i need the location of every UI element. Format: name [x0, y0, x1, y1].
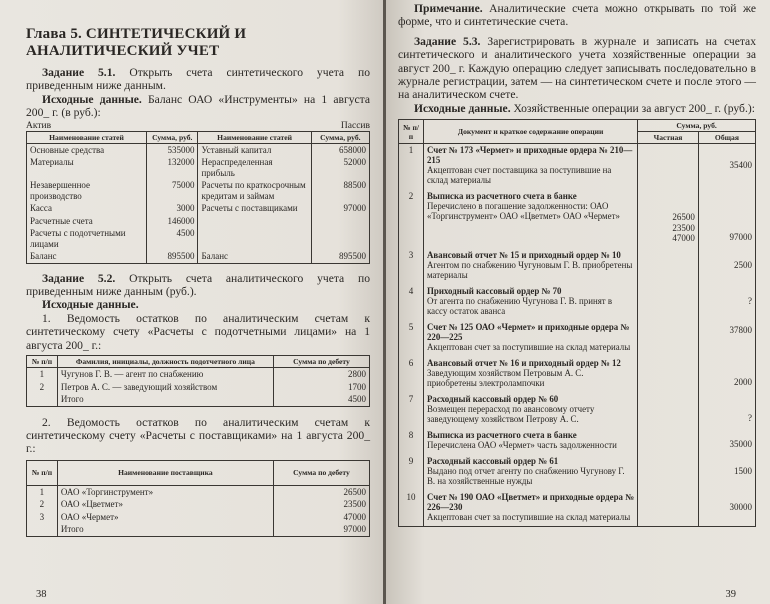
- advance-holders-table: [26, 355, 370, 407]
- balance-sides: [26, 121, 370, 131]
- task-5-3-label: Задание 5.3.: [414, 34, 481, 48]
- table-total-row: Итого 4500: [27, 393, 370, 406]
- balance-header: Сумма, руб.: [311, 131, 369, 143]
- table-header-row: Частная Общая: [399, 132, 756, 144]
- balance-table: [26, 131, 370, 264]
- table-row: Расчетные счета 146000: [27, 215, 370, 228]
- source-data-1: Исходные данные. Баланс ОАО «Инструменты» на 1 августа 200_ г. (в руб.):: [26, 92, 371, 120]
- note-text: Примечание. Аналитические счета можно открывать по той же форме, что и синтетические счета.: [398, 2, 756, 29]
- table-header-row: № п/п Документ и краткое содержание операции Сумма, руб.: [399, 120, 756, 132]
- operation-row: 8 Выписка из расчетного счета в банке Перечислена ОАО «Чермет» часть задолженности 35000: [399, 425, 756, 451]
- suppliers-table: [26, 460, 370, 537]
- operation-row: 2 Выписка из расчетного счета в банке Перечислено в погашение задолженности: ОАО «Торгинструмент» ОАО «Цветмет» ОАО «Чермет» 26500 23500 47000 97000: [399, 186, 756, 245]
- table-row: Основные средства 535000 Уставный капитал 658000: [27, 143, 370, 156]
- operation-row: 10 Счет № 190 ОАО «Цветмет» и приходные ордера № 226—230 Акцептован счет за поступившие на склад материалы 30000: [399, 487, 756, 527]
- operation-row: 3 Авансовый отчет № 15 и приходный ордер № 10 Агентом по снабжению Чугуновым Г. В. приобретены материалы 2500: [399, 245, 756, 281]
- task-5-1-label: Задание 5.1.: [42, 66, 116, 79]
- table-row: 2 Петров А. С. — заведующий хозяйством 1700: [27, 381, 370, 394]
- operation-row: 7 Расходный кассовый ордер № 60 Возмещен перерасход по авансовому отчету заведующему хозяйством Петрову А. С. ?: [399, 389, 756, 425]
- right-page: [386, 0, 770, 604]
- table-row: 2 ОАО «Цветмет» 23500: [27, 498, 370, 511]
- table-row: 1 ОАО «Торгинструмент» 26500: [27, 485, 370, 498]
- page-number-left: 38: [36, 589, 47, 600]
- balance-header: Наименование статей: [198, 131, 311, 143]
- table-row: Касса 3000 Расчеты с поставщиками 97000: [27, 202, 370, 215]
- table-row: Незавершенное производство 75000 Расчеты по краткосрочным кредитам и займам 88500: [27, 179, 370, 202]
- aktiv-label: Актив: [26, 120, 52, 131]
- task-5-2-text: Задание 5.2. Открыть счета аналитического учета по приведенным ниже данным (руб.).: [26, 271, 370, 299]
- operation-row: 4 Приходный кассовый ордер № 70 От агента по снабжению Чугунова Г. В. принят в кассу остаток аванса ?: [399, 281, 756, 317]
- task-5-2-label: Задание 5.2.: [42, 271, 116, 285]
- table-row: 3 ОАО «Чермет» 47000: [27, 511, 370, 524]
- item-1-text: 1. Ведомость остатков по аналитическим счетам к синтетическому счету «Расчеты с подотчетными лицами» на 1 августа 200_ г.:: [26, 311, 370, 352]
- page-number-right: 39: [725, 589, 736, 600]
- item-2-text: 2. Ведомость остатков по аналитическим счетам к синтетическому счету «Расчеты с поставщиками» на 1 августа 200_ г.:: [26, 415, 370, 456]
- operation-row: 1 Счет № 173 «Чермет» и приходные ордера № 210—215 Акцептован счет поставщика за поступившие на склад материалы 35400: [399, 144, 756, 187]
- balance-header-row: [27, 131, 370, 143]
- source-data-2: Исходные данные.: [42, 298, 139, 312]
- table-row: Материалы 132000 Нераспределенная прибыль 52000: [27, 156, 370, 179]
- table-header-row: № п/п Наименование поставщика Сумма по дебету: [27, 460, 370, 485]
- left-page: [0, 0, 384, 604]
- note-label: Примечание.: [414, 2, 483, 15]
- operation-row: 6 Авансовый отчет № 16 и приходный ордер № 12 Заведующим хозяйством Петровым А. С. приобретены электролампочки 2000: [399, 353, 756, 389]
- table-header-row: № п/п Фамилия, инициалы, должность подотчетного лица Сумма по дебету: [27, 356, 370, 368]
- operations-table: [398, 119, 756, 527]
- balance-header: Наименование статей: [27, 131, 147, 143]
- source-data-3: Исходные данные. Хозяйственные операции за август 200_ г. (руб.):: [414, 101, 755, 115]
- balance-header: Сумма, руб.: [147, 131, 198, 143]
- chapter-title: Глава 5. СИНТЕТИЧЕСКИЙ И АНАЛИТИЧЕСКИЙ УЧЕТ: [26, 26, 247, 59]
- passiv-label: Пассив: [340, 120, 370, 131]
- table-row: Расчеты с подотчетными лицами 4500: [27, 227, 370, 250]
- table-total-row: Итого 97000: [27, 523, 370, 536]
- table-row: 1 Чугунов Г. В. — агент по снабжению 2800: [27, 368, 370, 381]
- task-5-1-text: Задание 5.1. Открыть счета синтетического учета по приведенным ниже данным.: [26, 66, 370, 93]
- operation-row: 5 Счет № 125 ОАО «Чермет» и приходные ордера № 220—225 Акцептован счет за поступившие на склад материалы 37800: [399, 317, 756, 353]
- balance-total-row: Баланс 895500 Баланс 895500: [27, 250, 370, 263]
- task-5-3-text: Задание 5.3. Зарегистрировать в журнале и записать на счетах синтетического и аналитического учета хозяйственные операции за август 200_ г. Каждую операцию следует записывать последовательно в журнале регистрации, затем — на синтетическом счете и после этого — на аналитическом счете.: [398, 34, 756, 102]
- operation-row: 9 Расходный кассовый ордер № 61 Выдано под отчет агенту по снабжению Чугунову Г. В. на хозяйственные нужды 1500: [399, 451, 756, 487]
